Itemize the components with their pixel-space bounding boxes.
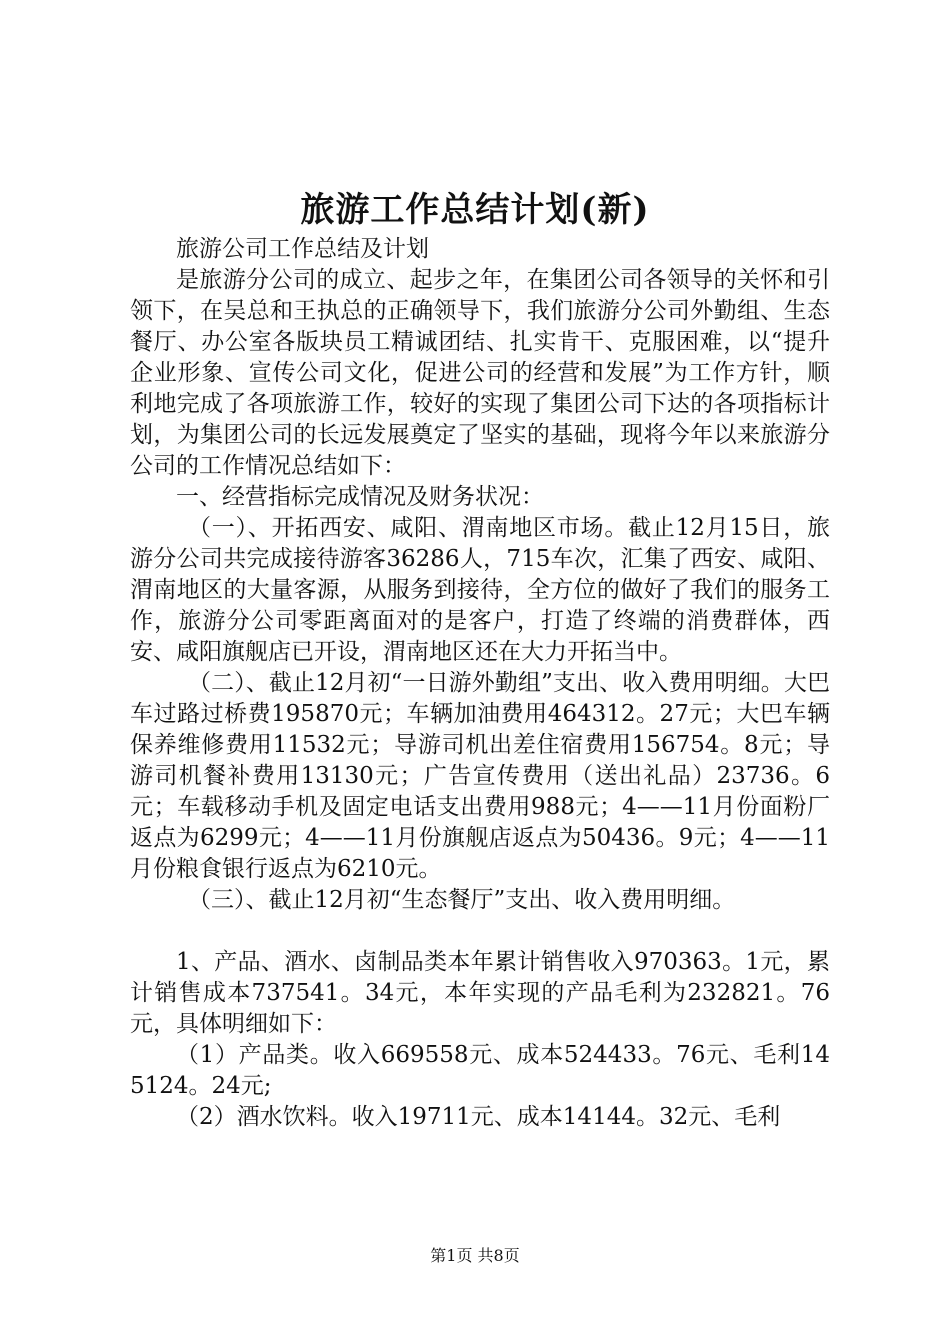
paragraph-item-2: （二）、截止12月初“一日游外勤组”支出、收入费用明细。大巴车过路过桥费195870元；车辆加油费用464312。27元；大巴车辆保养维修费用11532元；导游司机出差住宿费用156754。8元；导游司机餐补费用13130元；广告宣传费用（送出礼品）23736。6元；车载移动手机及固定电话支出费用988元；4——11月份面粉厂返点为6299元；4——11月份旗舰店返点为50436。9元；4——11月份粮食银行返点为6210元。 xyxy=(130,670,830,882)
paragraph-subtitle: 旅游公司工作总结及计划 xyxy=(176,236,429,262)
paragraph-section-heading: 一、经营指标完成情况及财务状况： xyxy=(176,484,544,510)
document-title: 旅游工作总结计划(新) xyxy=(300,190,650,230)
page-footer: 第1页 共8页 xyxy=(430,1246,520,1265)
paragraph-products: （1）产品类。收入669558元、成本524433。76元、毛利145124。24元; xyxy=(130,1042,830,1099)
paragraph-item-1: （一）、开拓西安、咸阳、渭南地区市场。截止12月15日，旅游分公司共完成接待游客36286人，715车次，汇集了西安、咸阳、渭南地区的大量客源，从服务到接待，全方位的做好了我们的服务工作，旅游分公司零距离面对的是客户，打造了终端的消费群体，西安、咸阳旗舰店已开设，渭南地区还在大力开拓当中。 xyxy=(130,515,830,665)
paragraph-sales: 1、产品、酒水、卤制品类本年累计销售收入970363。1元，累计销售成本737541。34元，本年实现的产品毛利为232821。76元，具体明细如下： xyxy=(130,949,830,1037)
paragraph-item-3: （三）、截止12月初“生态餐厅”支出、收入费用明细。 xyxy=(188,887,736,913)
paragraph-intro: 是旅游分公司的成立、起步之年，在集团公司各领导的关怀和引领下，在吴总和王执总的正确领导下，我们旅游分公司外勤组、生态餐厅、办公室各版块员工精诚团结、扎实肯干、克服困难，以“提升企业形象、宣传公司文化，促进公司的经营和发展”为工作方针，顺利地完成了各项旅游工作，较好的实现了集团公司下达的各项指标计划，为集团公司的长远发展奠定了坚实的基础，现将今年以来旅游分公司的工作情况总结如下： xyxy=(130,267,830,479)
paragraph-drinks: （2）酒水饮料。收入19711元、成本14144。32元、毛利 xyxy=(176,1104,781,1130)
paragraph-gap xyxy=(130,916,830,947)
document-body xyxy=(130,234,830,1133)
